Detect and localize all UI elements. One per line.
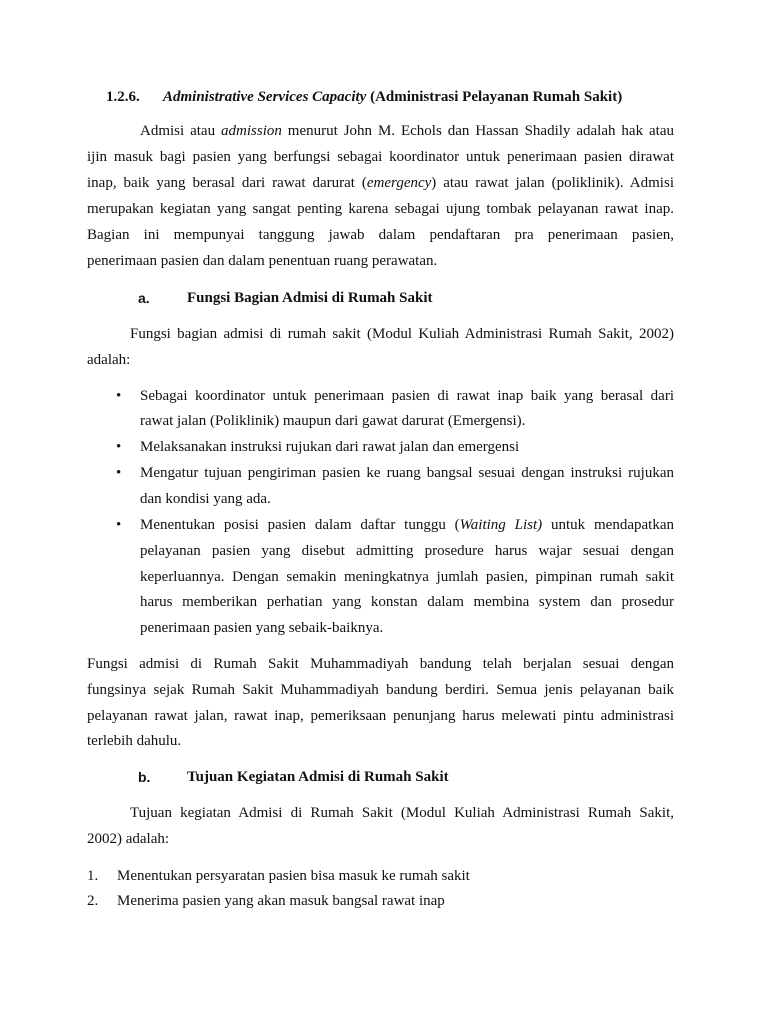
italic-term: Waiting List) [459,517,543,533]
text-segment: Fungsi Bagian Admisi di Rumah Sakit [187,290,433,306]
bullet-icon: • [116,465,122,481]
text-segment: Mengatur tujuan pengiriman pasien ke ruang bangsal sesuai dengan instruksi rujukan [140,465,674,481]
text-segment: Admisi atau [140,123,222,139]
text-line [87,148,674,166]
text-line [140,438,519,456]
text-segment: Menentukan persyaratan pasien bisa masuk ke rumah sakit [117,868,470,884]
text-segment: merupakan kegiatan yang sangat penting karena sebagai ujung tombak pelayanan rawat inap. [87,201,674,217]
list-marker: a. [138,290,150,306]
text-segment: terlebih dahulu. [87,733,182,749]
text-line [87,830,169,848]
subheading [187,289,433,307]
text-line [130,325,674,343]
text-segment: menurut John M. Echols dan Hassan Shadily adalah hak atau [281,123,674,139]
text-line [87,226,674,244]
text-segment: fungsinya sejak Rumah Sakit Muhammadiyah bandung berdiri. Semua jenis pelayanan baik [87,682,674,698]
bullet-icon: • [116,517,122,533]
text-segment: pelayanan pasien yang disebut admitting prosedure harus wajar sesuai dengan [140,543,674,559]
text-segment: keperluannya. Dengan semakin meningkatnya jumlah pasien, pimpinan rumah sakit [140,569,674,585]
text-segment: penerimaan pasien yang sebaik-baiknya. [140,620,384,636]
text-line [117,892,445,910]
text-line [87,655,674,673]
italic-term: admission [221,123,282,139]
text-line [140,542,674,560]
text-line [140,490,271,508]
text-line [87,681,674,699]
text-line [140,516,674,534]
text-segment: dan kondisi yang ada. [140,491,271,507]
text-segment: rawat jalan (Poliklinik) maupun dari gawat darurat (Emergensi). [140,413,526,429]
text-line [140,387,674,405]
text-segment: 2002) adalah: [87,831,170,847]
text-line [87,707,674,725]
text-segment: pelayanan rawat jalan, rawat inap, pemeriksaan penunjang harus melewati pintu administrasi [87,708,674,724]
text-segment: Tujuan kegiatan Admisi di Rumah Sakit (Modul Kuliah Administrasi Rumah Sakit, [130,805,674,821]
italic-term: emergency [366,175,432,191]
text-segment: untuk mendapatkan [542,517,674,533]
text-line [140,464,674,482]
text-line [130,804,674,822]
text-segment: Menerima pasien yang akan masuk bangsal rawat inap [117,893,445,909]
text-segment: ) atau rawat jalan (poliklinik). Admisi [431,175,674,191]
text-segment: Sebagai koordinator untuk penerimaan pasien di rawat inap baik yang berasal dari [140,388,674,404]
text-line [140,412,525,430]
italic-term: Administrative Services Capacity [163,89,367,105]
text-line [140,619,383,637]
text-segment: Fungsi admisi di Rumah Sakit Muhammadiyah bandung telah berjalan sesuai dengan [87,656,674,672]
text-segment: Tujuan Kegiatan Admisi di Rumah Sakit [187,769,449,785]
text-line [140,568,674,586]
text-segment: adalah: [87,352,131,368]
text-line [87,200,674,218]
text-line [87,732,181,750]
bullet-icon: • [116,388,122,404]
text-line [87,252,437,270]
text-segment: inap, baik yang berasal dari rawat darurat ( [87,175,367,191]
text-segment: 1.2.6. [106,89,140,105]
text-line [117,867,470,885]
text-segment: penerimaan pasien dan dalam penentuan ruang perawatan. [87,253,438,269]
text-segment: Fungsi bagian admisi di rumah sakit (Modul Kuliah Administrasi Rumah Sakit, 2002) [130,326,674,342]
bullet-icon: • [116,439,122,455]
text-segment: ijin masuk bagi pasien yang berfungsi sebagai koordinator untuk penerimaan pasien dirawat [87,149,674,165]
list-marker: b. [138,769,151,785]
text-segment: Melaksanakan instruksi rujukan dari rawat jalan dan emergensi [140,439,520,455]
text-segment: harus memberikan perhatian yang konstan dalam membina system dan prosedur [140,594,674,610]
text-segment: (Administrasi Pelayanan Rumah Sakit) [366,89,623,105]
text-line [87,351,130,369]
text-line [140,122,674,140]
list-marker: 1. [87,868,99,884]
text-line [87,174,674,192]
list-marker: 2. [87,893,99,909]
section-heading [106,88,622,106]
text-segment: Bagian ini mempunyai tanggung jawab dalam pendaftaran pra penerimaan pasien, [87,227,674,243]
text-segment: Menentukan posisi pasien dalam daftar tunggu ( [140,517,460,533]
text-line [140,593,674,611]
subheading [187,768,449,786]
